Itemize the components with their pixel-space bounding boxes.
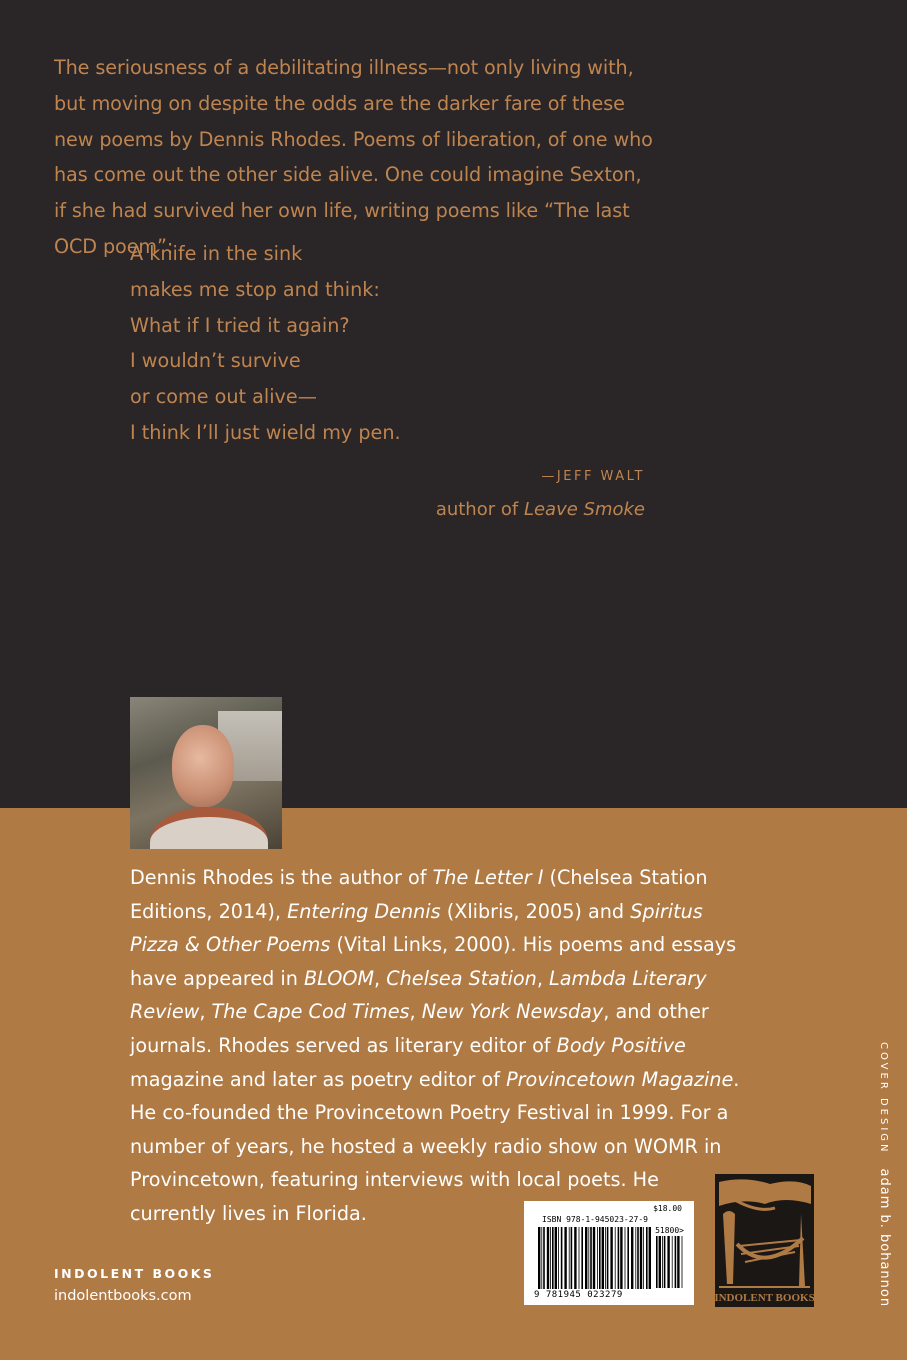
barcode-bar [581, 1227, 583, 1289]
poem-line: A knife in the sink [130, 242, 303, 265]
barcode-bar [607, 1227, 609, 1289]
barcode-bar [667, 1236, 669, 1288]
barcode-bar [605, 1227, 606, 1289]
barcode-bar [627, 1227, 629, 1289]
bio-title-segment: Provincetown Magazine [506, 1067, 734, 1091]
barcode-bar [564, 1227, 566, 1289]
barcode-bar [656, 1236, 658, 1288]
barcode-bar [672, 1236, 673, 1288]
reviewer-credit-prefix: author of [435, 499, 524, 520]
barcode-bar [574, 1227, 576, 1289]
barcode-bar [555, 1227, 557, 1289]
bio-title-segment: Chelsea Station [386, 966, 537, 990]
reviewer-credit [436, 499, 645, 520]
barcode-bar [558, 1227, 559, 1289]
poem-line: What if I tried it again? [130, 313, 350, 337]
indolent-books-logo [715, 1174, 814, 1307]
barcode-bar [675, 1236, 677, 1288]
barcode-bar [569, 1227, 570, 1289]
barcode-bar [631, 1227, 633, 1289]
cover-design-label: COVER DESIGN [878, 1042, 889, 1155]
barcode-bar [664, 1236, 666, 1288]
barcode-bar [585, 1227, 587, 1289]
bio-title-segment: BLOOM [304, 966, 375, 990]
hammock-logo-icon [715, 1174, 814, 1307]
bio-text-segment: , and other journals. Rhodes served as literary editor of [130, 1000, 709, 1057]
barcode-bar [543, 1227, 545, 1289]
barcode-bar [588, 1227, 589, 1289]
blurb-text: The seriousness of a debilitating illness—not only living with, but moving on despite the odds are the darker fare of these new poems by Dennis Rhodes. Poems of liberation, of one who has come out the other side alive. One could imagine Sexton, if she had survived her own life, writing poems like “The last OCD poem”: [54, 56, 653, 258]
author-photo [130, 697, 282, 849]
poem-line: or come out alive— [130, 385, 317, 409]
bio-text-segment: , [536, 966, 550, 990]
bio-text-segment: . He co-founded the Provincetown Poetry Festival in 1999. For a number of years, he hosted a weekly radio show on WOMR in Provincetown, featuring interviews with local poets. He currently lives in Florida. [130, 1067, 740, 1225]
poem-line: I wouldn’t survive [130, 349, 301, 373]
barcode-bar [599, 1227, 601, 1289]
barcode-bar [637, 1227, 639, 1289]
review-blurb [54, 50, 654, 265]
barcode-bar [625, 1227, 626, 1289]
barcode-bar [640, 1227, 642, 1289]
price-label: $18.00 [653, 1204, 682, 1213]
barcode-bar [552, 1227, 554, 1289]
barcode-bars [538, 1227, 652, 1289]
barcode-bar [659, 1236, 661, 1288]
barcode-bar [579, 1227, 580, 1289]
barcode-bar [610, 1227, 612, 1289]
bio-text-segment: (Xlibris, 2005) and [440, 899, 631, 923]
barcode-bar [571, 1227, 573, 1289]
barcode-bar [541, 1227, 542, 1289]
bio-title-segment: Entering Dennis [287, 899, 441, 923]
barcode-bar [590, 1227, 592, 1289]
bio-title-segment: Spiritus Pizza & Other Poems [130, 899, 703, 957]
logo-text: INDOLENT BOOKS [715, 1292, 814, 1304]
bio-text-segment: magazine and later as poetry editor of [130, 1067, 507, 1091]
barcode-bar [649, 1227, 651, 1289]
barcode-bar [620, 1227, 622, 1289]
bio-text-segment: (Vital Links, 2000). His poems and essays have appeared in [130, 933, 737, 990]
barcode-bar [602, 1227, 604, 1289]
photo-face [172, 725, 234, 807]
barcode-bar [547, 1227, 549, 1289]
bio-text-segment: Dennis Rhodes is the author of [130, 866, 433, 889]
isbn-number: ISBN 978-1-945023-27-9 [542, 1215, 648, 1224]
reviewer-book-title: Leave Smoke [523, 499, 645, 520]
barcode-bar [615, 1227, 616, 1289]
barcode-bar [682, 1236, 683, 1288]
cover-designer-name: adam b. bohannon [877, 1168, 892, 1308]
barcode-bar [646, 1227, 648, 1289]
bio-title-segment: New York Newsday [421, 1000, 604, 1024]
bio-text-segment: , [409, 1000, 422, 1024]
barcode-bar [635, 1227, 636, 1289]
bio-title-segment: Lambda Literary Review [130, 966, 707, 1024]
reviewer-name: —JEFF WALT [541, 469, 645, 484]
isbn-barcode [524, 1201, 694, 1305]
poem-line: makes me stop and think: [130, 277, 380, 301]
poem-line: I think I’ll just wield my pen. [130, 420, 401, 444]
poem-excerpt [130, 236, 401, 451]
barcode-bar [618, 1227, 620, 1289]
barcode-bar [593, 1227, 595, 1289]
bio-text-segment: , [374, 966, 387, 990]
cover-design-credit [878, 1042, 902, 1312]
barcode-bar [677, 1236, 679, 1288]
bio-title-segment: The Cape Cod Times [211, 1000, 410, 1024]
barcode-bar [550, 1227, 551, 1289]
bio-title-segment: Body Positive [556, 1033, 686, 1057]
barcode-bar [597, 1227, 598, 1289]
barcode-bar [561, 1227, 563, 1289]
barcode-addon-bars [656, 1236, 684, 1288]
barcode-bar [643, 1227, 644, 1289]
author-bio [130, 861, 750, 1231]
publisher-website: indolentbooks.com [54, 1288, 192, 1304]
barcode-digits: 9 781945 023279 [534, 1290, 623, 1300]
bio-title-segment: The Letter I [432, 866, 544, 889]
photo-shirt [150, 807, 268, 849]
bio-text-segment: (Chelsea Station Editions, 2014), [130, 866, 708, 923]
addon-code: 51800> [655, 1226, 684, 1235]
barcode-bar [662, 1236, 663, 1288]
publisher-name: INDOLENT BOOKS [54, 1266, 215, 1281]
barcode-bar [538, 1227, 540, 1289]
bio-text-segment: , [199, 1000, 212, 1024]
